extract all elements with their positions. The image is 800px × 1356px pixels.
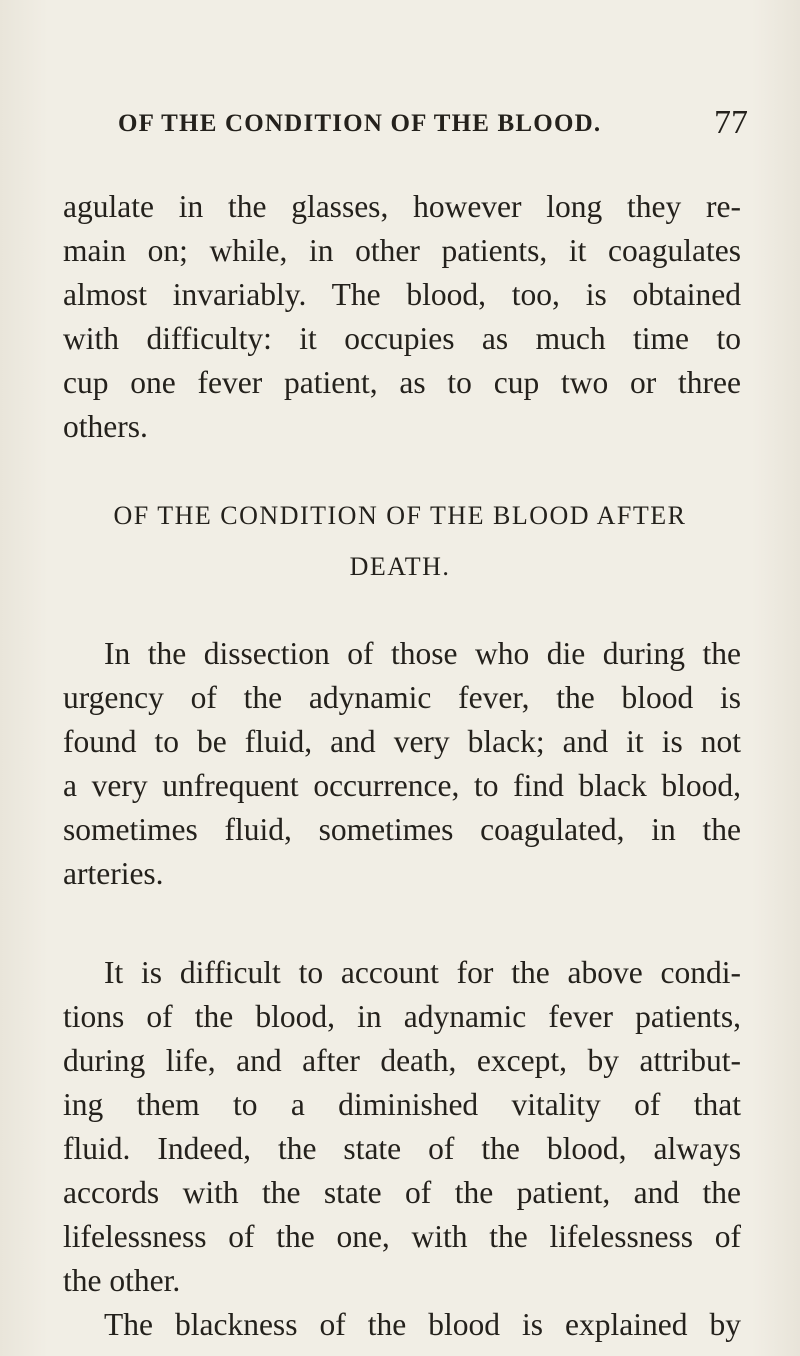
paragraph-2-line-6: arteries.: [63, 856, 164, 891]
paragraph-3-line-1: It is difficult to account for the above condi-: [104, 955, 741, 990]
section-heading-line-2: DEATH.: [349, 552, 451, 581]
paragraph-1-line-3: almost invariably. The blood, too, is obtained: [63, 277, 741, 312]
paragraph-3-line-2: tions of the blood, in adynamic fever patients,: [63, 999, 741, 1034]
paragraph-3-line-8: the other.: [63, 1263, 181, 1298]
paragraph-1-line-1: agulate in the glasses, however long they re-: [63, 189, 741, 224]
running-head-title: OF THE CONDITION OF THE BLOOD.: [118, 110, 602, 137]
paragraph-1-line-2: main on; while, in other patients, it coagulates: [63, 233, 741, 268]
page-number: 77: [714, 104, 748, 141]
paragraph-3-line-3: during life, and after death, except, by attribut-: [63, 1043, 741, 1078]
paragraph-3-line-6: accords with the state of the patient, and the: [63, 1175, 741, 1210]
paragraph-3-line-4: ing them to a diminished vitality of that: [63, 1087, 741, 1122]
paragraph-2-line-2: urgency of the adynamic fever, the blood is: [63, 680, 741, 715]
section-heading-line-1: OF THE CONDITION OF THE BLOOD AFTER: [113, 501, 687, 530]
paragraph-2-line-4: a very unfrequent occurrence, to find black blood,: [63, 768, 741, 803]
paragraph-2-line-3: found to be fluid, and very black; and it is not: [63, 724, 741, 759]
paragraph-1-line-6: others.: [63, 409, 148, 444]
paragraph-2-line-1: In the dissection of those who die during the: [104, 636, 741, 671]
paragraph-4-line-1: The blackness of the blood is explained by: [104, 1307, 741, 1342]
running-head: [118, 104, 748, 150]
paragraph-2-line-5: sometimes fluid, sometimes coagulated, in the: [63, 812, 741, 847]
paragraph-3-line-7: lifelessness of the one, with the lifelessness of: [63, 1219, 741, 1254]
paragraph-1-line-5: cup one fever patient, as to cup two or three: [63, 365, 741, 400]
paragraph-3-line-5: fluid. Indeed, the state of the blood, always: [63, 1131, 741, 1166]
paragraph-1-line-4: with difficulty: it occupies as much time to: [63, 321, 741, 356]
